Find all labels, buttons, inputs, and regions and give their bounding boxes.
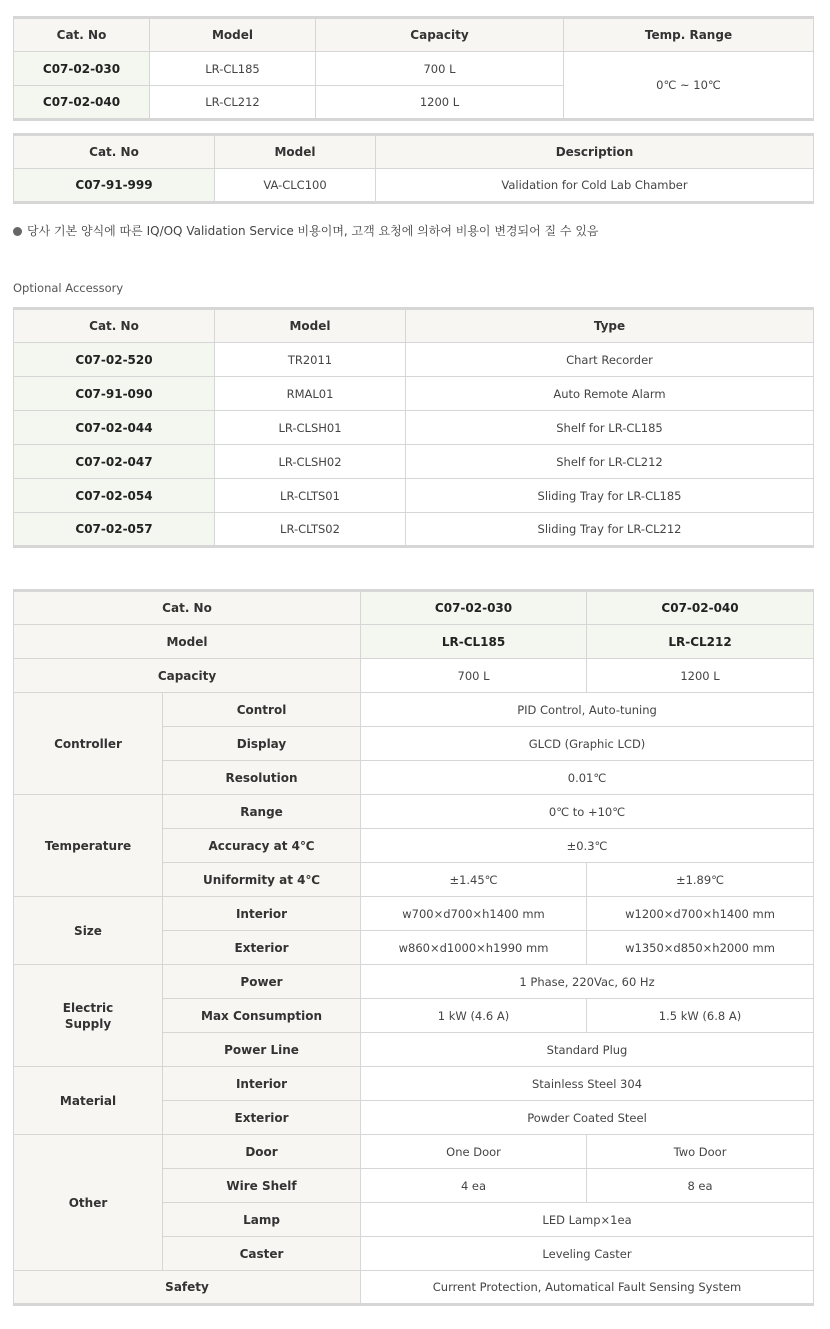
spec-table [13,589,814,1306]
spec-max-a: 1 kW (4.6 A) [361,999,587,1033]
col-header-temp-range: Temp. Range [564,18,814,52]
spec-label-lamp: Lamp [163,1203,361,1237]
type-cell: Shelf for LR-CL185 [406,411,814,445]
group-electric-supply: Electric Supply [14,965,163,1067]
table-row [14,513,814,547]
type-cell: Sliding Tray for LR-CL185 [406,479,814,513]
cat-no-cell: C07-02-520 [14,343,215,377]
model-cell: LR-CLTS01 [215,479,406,513]
spec-label-control: Control [163,693,361,727]
spec-capacity-b: 1200 L [587,659,814,693]
spec-label-safety: Safety [14,1271,361,1305]
spec-caster: Leveling Caster [361,1237,814,1271]
spec-label-caster: Caster [163,1237,361,1271]
spec-max-b: 1.5 kW (6.8 A) [587,999,814,1033]
section-title-accessory: Optional Accessory [13,281,124,295]
model-cell: LR-CL185 [150,52,316,86]
table-row [14,411,814,445]
group-size: Size [14,897,163,965]
spec-shelf-b: 8 ea [587,1169,814,1203]
spec-door-b: Two Door [587,1135,814,1169]
spec-label-exterior-size: Exterior [163,931,361,965]
cat-no-cell: C07-02-044 [14,411,215,445]
spec-label-display: Display [163,727,361,761]
group-other: Other [14,1135,163,1271]
model-cell: TR2011 [215,343,406,377]
model-cell: LR-CLTS02 [215,513,406,547]
group-temperature: Temperature [14,795,163,897]
spec-cat-no-b: C07-02-040 [587,591,814,625]
spec-uniformity-b: ±1.89℃ [587,863,814,897]
type-cell: Sliding Tray for LR-CL212 [406,513,814,547]
cat-no-cell: C07-02-040 [14,86,150,120]
spec-lamp: LED Lamp×1ea [361,1203,814,1237]
col-header-description: Description [376,135,814,169]
table-row [14,343,814,377]
spec-label-exterior-material: Exterior [163,1101,361,1135]
model-cell: LR-CLSH02 [215,445,406,479]
spec-power: 1 Phase, 220Vac, 60 Hz [361,965,814,999]
spec-accuracy: ±0.3℃ [361,829,814,863]
capacity-cell: 700 L [316,52,564,86]
note-text: 당사 기본 양식에 따른 IQ/OQ Validation Service 비용이며, 고객 요청에 의하여 비용이 변경되어 질 수 있음 [27,224,599,238]
cat-no-cell: C07-91-999 [14,169,215,203]
spec-label-capacity: Capacity [14,659,361,693]
accessory-table [13,307,814,548]
bullet-icon [13,227,22,236]
spec-label-cat-no: Cat. No [14,591,361,625]
cat-no-cell: C07-02-030 [14,52,150,86]
spec-model-b: LR-CL212 [587,625,814,659]
table-row [14,377,814,411]
type-cell: Chart Recorder [406,343,814,377]
model-cell: LR-CLSH01 [215,411,406,445]
spec-label-accuracy: Accuracy at 4℃ [163,829,361,863]
cat-no-cell: C07-91-090 [14,377,215,411]
table-row [14,52,814,86]
spec-uniformity-a: ±1.45℃ [361,863,587,897]
col-header-capacity: Capacity [316,18,564,52]
cat-no-cell: C07-02-054 [14,479,215,513]
cat-no-cell: C07-02-057 [14,513,215,547]
spec-exterior-b: w1350×d850×h2000 mm [587,931,814,965]
spec-exterior-a: w860×d1000×h1990 mm [361,931,587,965]
capacity-cell: 1200 L [316,86,564,120]
col-header-cat-no: Cat. No [14,309,215,343]
spec-model-a: LR-CL185 [361,625,587,659]
col-header-model: Model [215,309,406,343]
validation-note [13,222,599,239]
cat-no-cell: C07-02-047 [14,445,215,479]
group-controller: Controller [14,693,163,795]
table-row [14,445,814,479]
spec-label-door: Door [163,1135,361,1169]
table-row [14,479,814,513]
model-table [13,16,814,121]
group-material: Material [14,1067,163,1135]
type-cell: Shelf for LR-CL212 [406,445,814,479]
spec-safety: Current Protection, Automatical Fault Sensing System [361,1271,814,1305]
spec-label-power: Power [163,965,361,999]
spec-resolution: 0.01℃ [361,761,814,795]
validation-table [13,133,814,204]
spec-interior-material: Stainless Steel 304 [361,1067,814,1101]
spec-shelf-a: 4 ea [361,1169,587,1203]
spec-label-interior-size: Interior [163,897,361,931]
spec-range: 0℃ to +10℃ [361,795,814,829]
col-header-model: Model [150,18,316,52]
col-header-cat-no: Cat. No [14,135,215,169]
spec-interior-a: w700×d700×h1400 mm [361,897,587,931]
spec-door-a: One Door [361,1135,587,1169]
spec-power-line: Standard Plug [361,1033,814,1067]
spec-display: GLCD (Graphic LCD) [361,727,814,761]
spec-label-model: Model [14,625,361,659]
spec-label-wire-shelf: Wire Shelf [163,1169,361,1203]
model-cell: VA-CLC100 [215,169,376,203]
spec-exterior-material: Powder Coated Steel [361,1101,814,1135]
col-header-type: Type [406,309,814,343]
model-cell: RMAL01 [215,377,406,411]
spec-label-resolution: Resolution [163,761,361,795]
temp-range-cell: 0℃ ~ 10℃ [564,52,814,120]
spec-label-power-line: Power Line [163,1033,361,1067]
type-cell: Auto Remote Alarm [406,377,814,411]
description-cell: Validation for Cold Lab Chamber [376,169,814,203]
col-header-model: Model [215,135,376,169]
spec-capacity-a: 700 L [361,659,587,693]
spec-control: PID Control, Auto-tuning [361,693,814,727]
spec-label-interior-material: Interior [163,1067,361,1101]
spec-label-range: Range [163,795,361,829]
spec-cat-no-a: C07-02-030 [361,591,587,625]
spec-interior-b: w1200×d700×h1400 mm [587,897,814,931]
model-cell: LR-CL212 [150,86,316,120]
spec-label-uniformity: Uniformity at 4℃ [163,863,361,897]
col-header-cat-no: Cat. No [14,18,150,52]
spec-label-max-consumption: Max Consumption [163,999,361,1033]
table-row [14,169,814,203]
